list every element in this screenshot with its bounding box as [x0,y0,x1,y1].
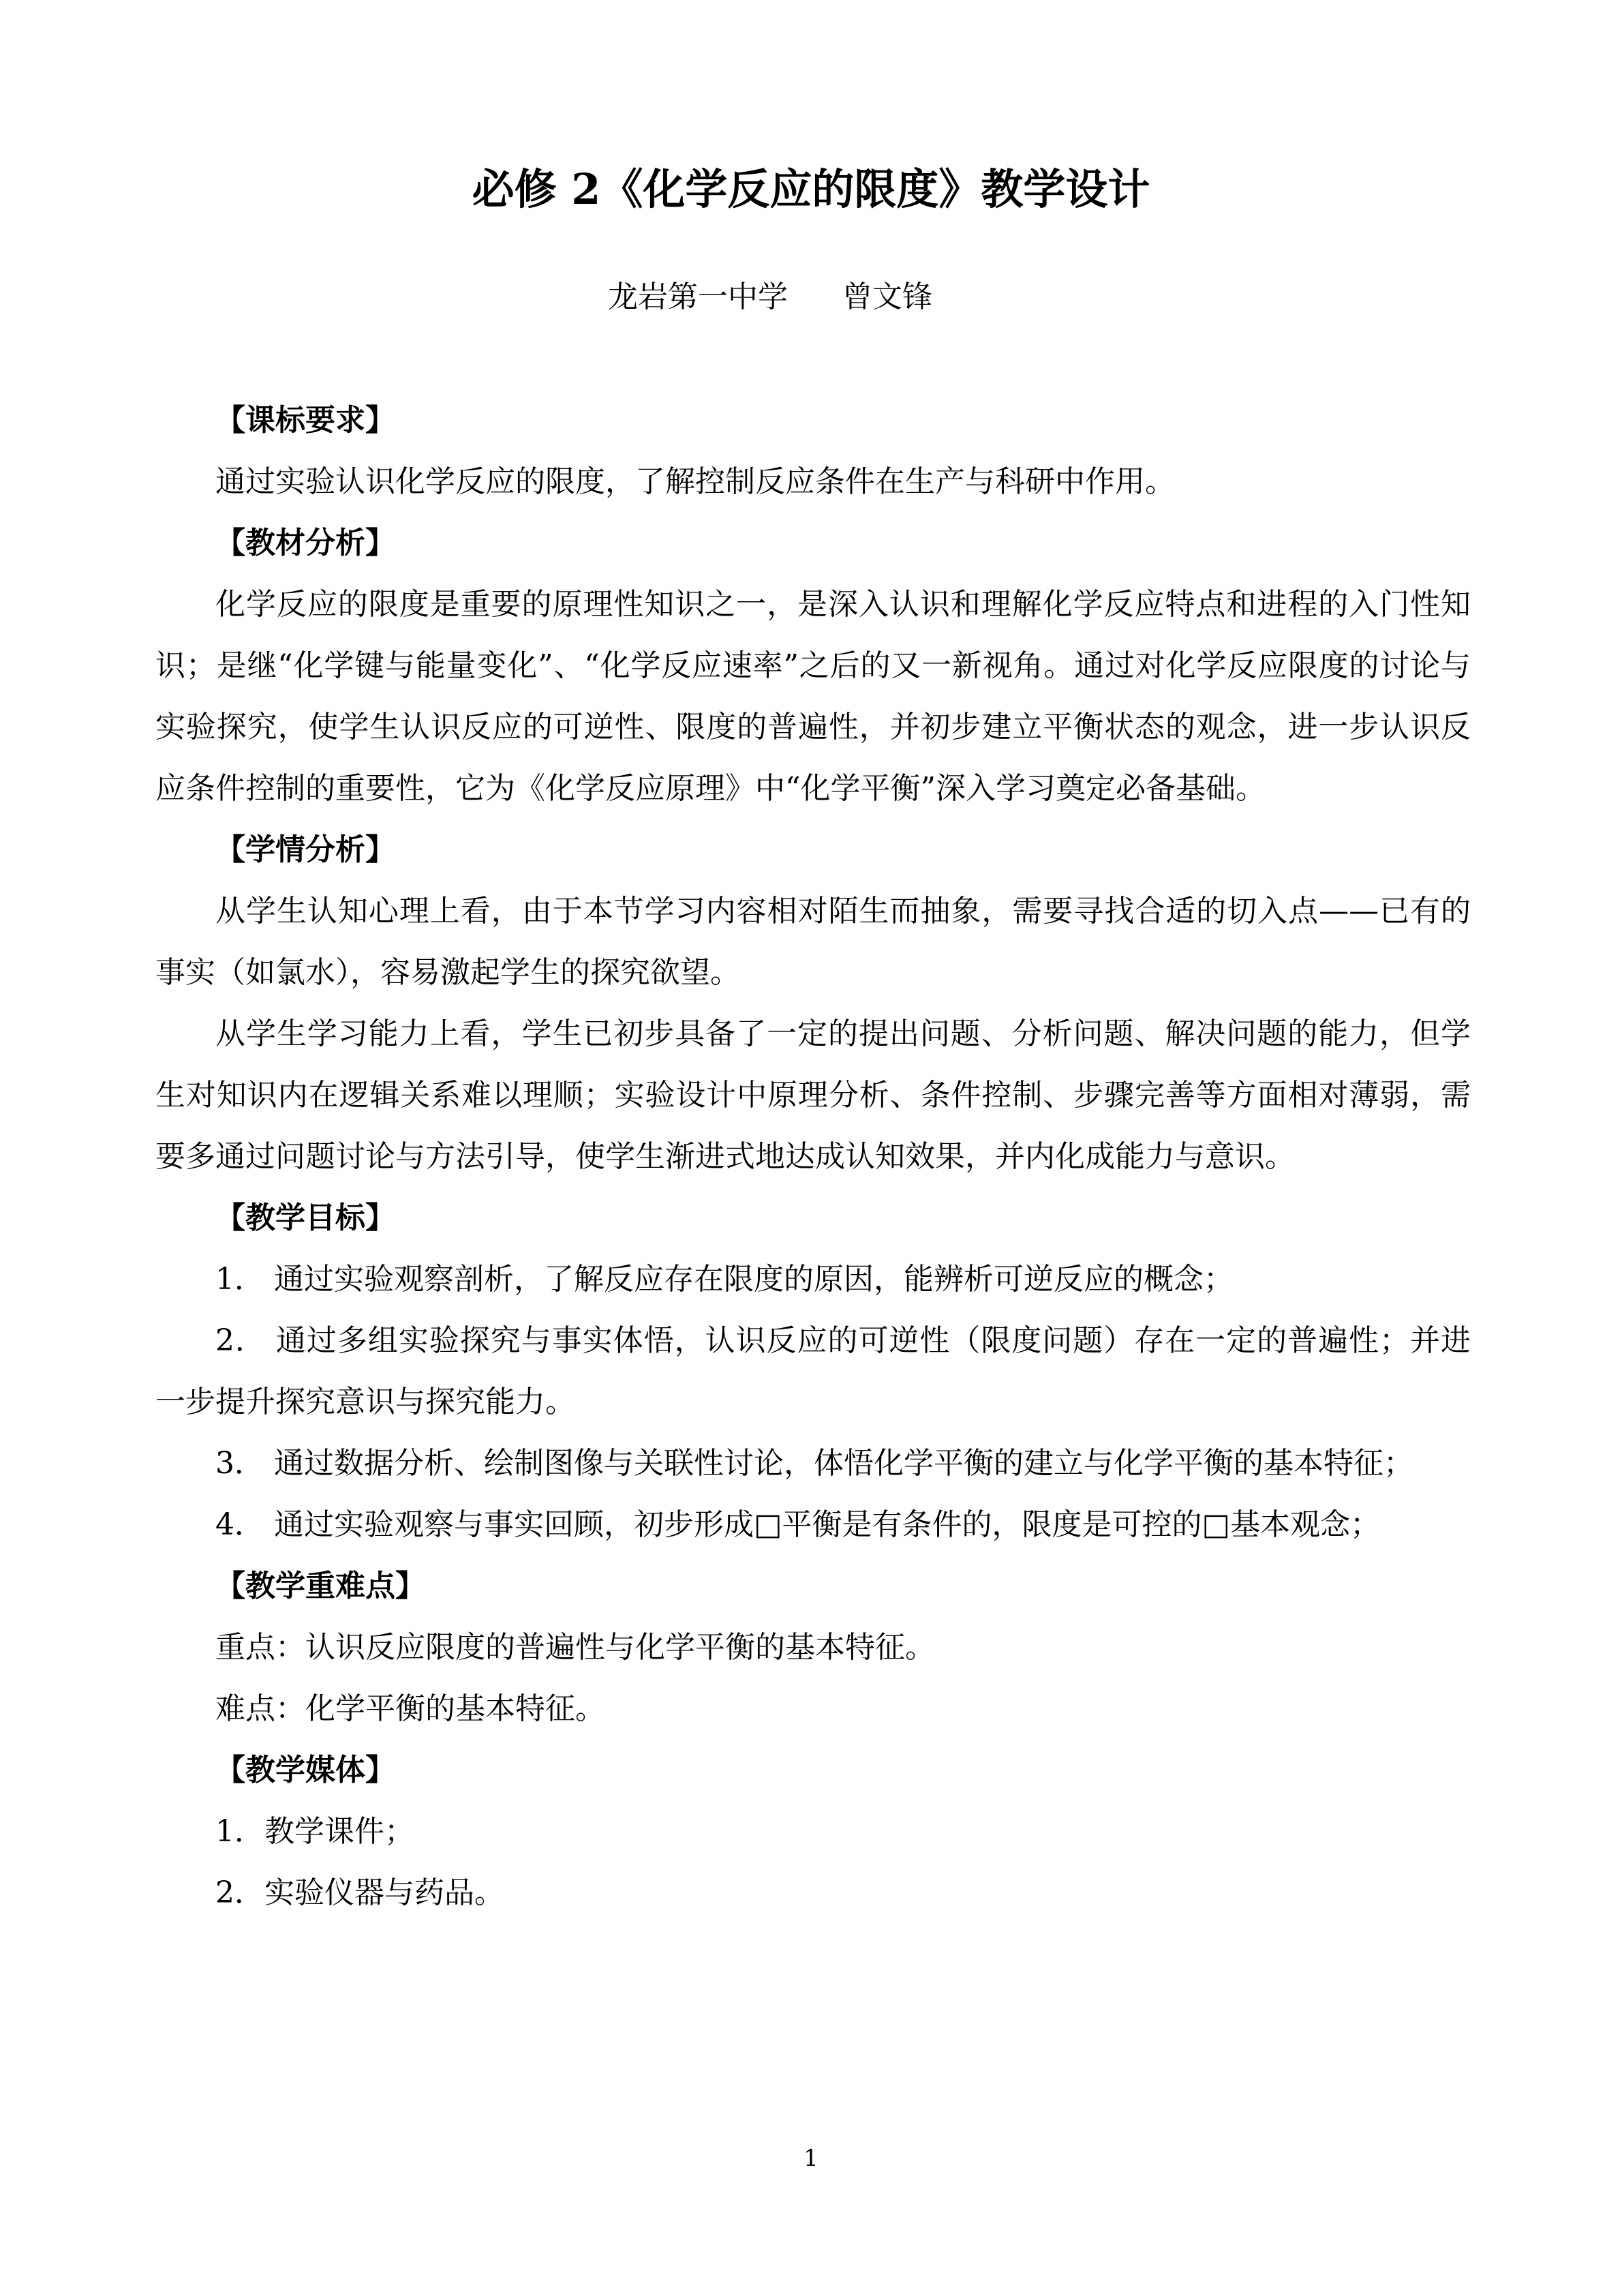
heading-media: 【教学媒体】 [215,1753,395,1787]
document-body [155,390,1471,1924]
standard-text: 通过实验认识化学反应的限度，了解控制反应条件在生产与科研中作用。 [215,464,1175,499]
author-name: 曾文锋 [842,280,932,314]
media-item-1: 1．教学课件； [215,1814,414,1849]
students-paragraph-2: 从学生学习能力上看，学生已初步具备了一定的提出问题、分析问题、解决问题的能力，但学生对知识内在逻辑关系难以理顺；实验设计中原理分析、条件控制、步骤完善等方面相对薄弱，需要多通过问题讨论与方法引导，使学生渐进式地达成认知效果，并内化成能力与意识。 [155,1016,1471,1174]
author-school: 龙岩第一中学 [608,280,788,314]
objective-item-2: 2． 通过多组实验探究与事实体悟，认识反应的可逆性（限度问题）存在一定的普遍性；并进一步提升探究意识与探究能力。 [155,1323,1471,1419]
byline [0,271,1540,323]
objective-item-3: 3． 通过数据分析、绘制图像与关联性讨论，体悟化学平衡的建立与化学平衡的基本特征； [215,1446,1413,1481]
heading-objectives: 【教学目标】 [215,1200,395,1235]
page-title: 必修 2《化学反应的限度》教学设计 [472,164,1150,214]
heading-material: 【教材分析】 [215,526,395,560]
students-paragraph-1: 从学生认知心理上看，由于本节学习内容相对陌生而抽象，需要寻找合适的切入点——已有的事实（如氯水），容易激起学生的探究欲望。 [155,894,1471,990]
heading-keypoints: 【教学重难点】 [215,1569,425,1603]
difficult-point: 难点：化学平衡的基本特征。 [215,1691,605,1726]
objective-item-1: 1． 通过实验观察剖析，了解反应存在限度的原因，能辨析可逆反应的概念； [215,1262,1234,1297]
material-text: 化学反应的限度是重要的原理性知识之一，是深入认识和理解化学反应特点和进程的入门性知识；是继“化学键与能量变化”、“化学反应速率”之后的又一新视角。通过对化学反应限度的讨论与实验探究，使学生认识反应的可逆性、限度的普遍性，并初步建立平衡状态的观念，进一步认识反应条件控制的重要性，它为《化学反应原理》中“化学平衡”深入学习奠定必备基础。 [155,587,1471,806]
key-point: 重点：认识反应限度的普遍性与化学平衡的基本特征。 [215,1630,935,1665]
page-number: 1 [804,2145,818,2172]
heading-students: 【学情分析】 [215,832,395,867]
heading-standard: 【课标要求】 [215,403,395,438]
objective-item-4: 4． 通过实验观察与事实回顾，初步形成□平衡是有条件的，限度是可控的□基本观念； [215,1507,1381,1542]
media-item-2: 2．实验仪器与药品。 [215,1875,504,1910]
